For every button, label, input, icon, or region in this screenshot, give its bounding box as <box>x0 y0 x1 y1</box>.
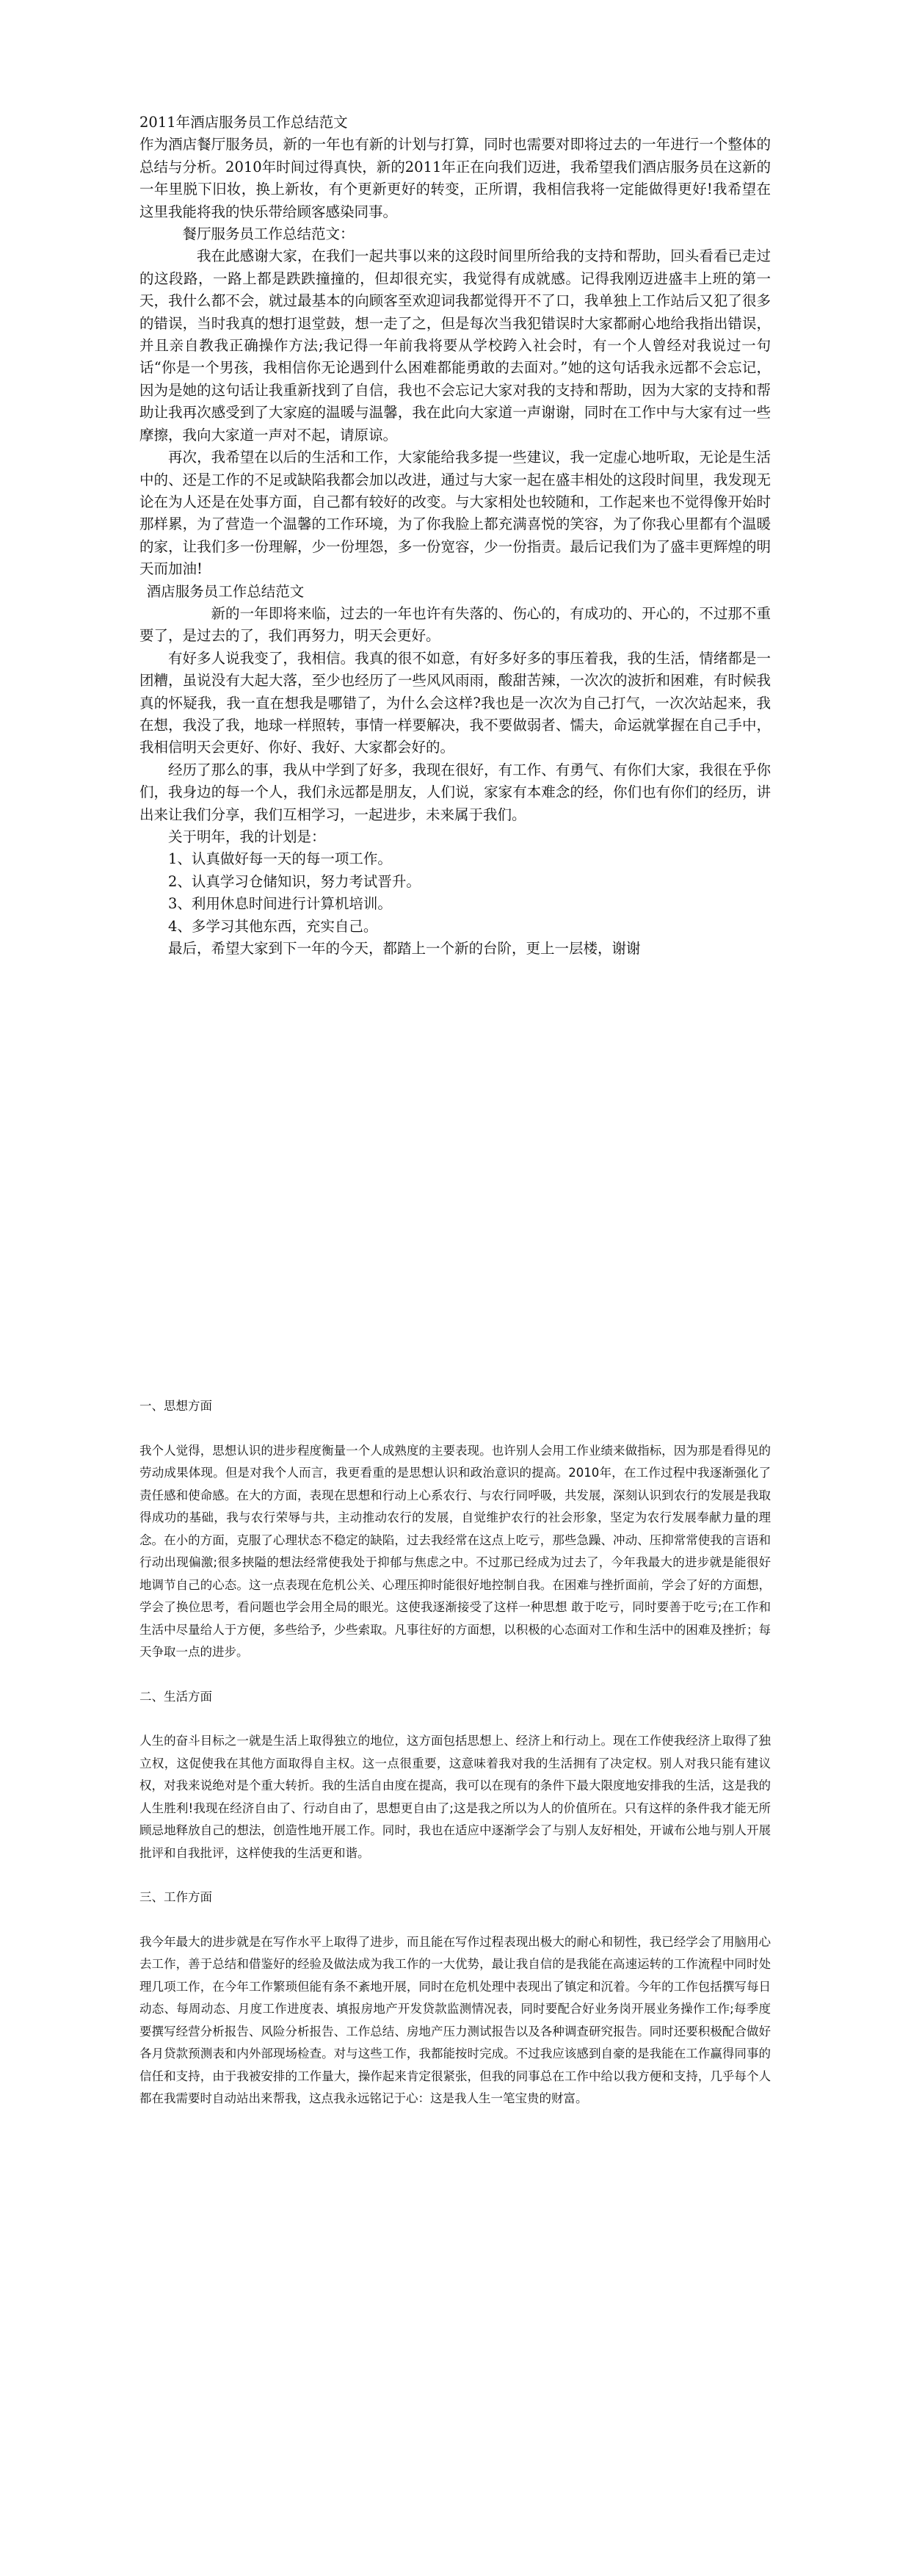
closing-paragraph: 最后，希望大家到下一年的今天，都踏上一个新的台阶，更上一层楼，谢谢 <box>168 940 641 958</box>
summary-section <box>139 112 771 960</box>
subtitle-restaurant: 餐厅服务员工作总结范文： <box>182 225 355 243</box>
experience-paragraph: 经历了那么的事，我从中学到了好多，我现在很好，有工作、有勇气、有你们大家，我很在乎你们，我身边的每一个人，我们永远都是朋友，人们说，家家有本难念的经，你们也有你们的经历，讲出来让我们分享，我们互相学习，一起进步，未来属于我们。 <box>139 761 771 823</box>
subtitle-hotel: 酒店服务员工作总结范文 <box>146 582 305 600</box>
work-paragraph: 我今年最大的进步就是在写作水平上取得了进步，而且能在写作过程表现出极大的耐心和韧性，我已经学会了用脑用心去工作，善于总结和借鉴好的经验及做法成为我工作的一大优势，最让我自信的是我能在高速运转的工作流程中同时处理几项工作，在今年工作繁琐但能有条不紊地开展，同时在危机处理中表现出了镇定和沉着。今年的工作包括撰写每日动态、每周动态、月度工作进度表、填报房地产开发贷款监测情况表，同时要配合好业务岗开展业务操作工作;每季度要撰写经营分析报告、风险分析报告、工作总结、房地产压力测试报告以及各种调查研究报告。同时还要积极配合做好各月贷款预测表和内外部现场检查。对与这些工作，我都能按时完成。不过我应该感到自豪的是我能在工作赢得同事的信任和支持，由于我被安排的工作量大，操作起来肯定很紧张，但我的同事总在工作中给以我方便和支持，几乎每个人都在我需要时自动站出来帮我，这点我永远铭记于心：这是我人生一笔宝贵的财富。 <box>139 1934 771 2105</box>
new-year-paragraph: 新的一年即将来临，过去的一年也许有失落的、伤心的，有成功的、开心的，不过那不重要了，是过去的了，我们再努力，明天会更好。 <box>139 604 771 645</box>
thought-paragraph: 我个人觉得，思想认识的进步程度衡量一个人成熟度的主要表现。也许别人会用工作业绩来做指标，因为那是看得见的劳动成果体现。但是对我个人而言，我更看重的是思想认识和政治意识的提高。2010年，在工作过程中我逐渐强化了责任感和使命感。在大的方面，表现在思想和行动上心系农行、与农行同呼吸，共发展，深刻认识到农行的发展是我取得成功的基础，我与农行荣辱与共，主动推动农行的发展，自觉维护农行的社会形象，坚定为农行发展奉献力量的理念。在小的方面，克服了心理状态不稳定的缺陷，过去我经常在这点上吃亏，那些急躁、冲动、压抑常常使我的言语和行动出现偏激;很多挟隘的想法经常使我处于抑郁与焦虑之中。不过那已经成为过去了，今年我最大的进步就是能很好地调节自己的心态。这一点表现在危机公关、心理压抑时能很好地控制自我。在困难与挫折面前，学会了好的方面想，学会了换位思考，看问题也学会用全局的眼光。这使我逐渐接受了这样一种思想 敢于吃亏，同时要善于吃亏;在工作和生活中尽量给人于方便，多些给予，少些索取。凡事往好的方面想，以积极的心态面对工作和生活中的困难及挫折；每天争取一点的进步。 <box>139 1443 771 1659</box>
work-review-section <box>139 1395 771 2132</box>
plan-intro: 关于明年，我的计划是： <box>168 828 326 845</box>
heading-work: 三、工作方面 <box>139 1890 212 1904</box>
heading-thought: 一、思想方面 <box>139 1399 212 1413</box>
changed-paragraph: 有好多人说我变了，我相信。我真的很不如意，有好多好多的事压着我，我的生活，情绪都是一团糟，虽说没有大起大落，至少也经历了一些风风雨雨，酸甜苦辣，一次次的波折和困难，有时候我真的怀疑我，我一直在想我是哪错了，为什么会这样?我也是一次次为自己打气，一次次站起来，我在想，我没了我，地球一样照转，事情一样要解决，我不要做弱者、懦夫，命运就掌握在自己手中，我相信明天会更好、你好、我好、大家都会好的。 <box>139 649 771 756</box>
plan-item: 2、认真学习仓储知识，努力考试晋升。 <box>168 872 421 890</box>
document-title: 2011年酒店服务员工作总结范文 <box>139 114 348 131</box>
plan-item: 1、认真做好每一天的每一项工作。 <box>168 850 392 868</box>
plan-item: 3、利用休息时间进行计算机培训。 <box>168 895 392 913</box>
suggestions-paragraph: 再次，我希望在以后的生活和工作，大家能给我多提一些建议，我一定虚心地听取，无论是生活中的、还是工作的不足或缺陷我都会加以改进，通过与大家一起在盛丰相处的这段时间里，我发现无论在为人还是在处事方面，自己都有较好的改变。与大家相处也较随和，工作起来也不觉得像开始时那样累，为了营造一个温馨的工作环境，为了你我脸上都充满喜悦的笑容，为了你我心里都有个温暖的家，让我们多一份理解，少一份埋怨，多一份宽容，少一份指责。最后记我们为了盛丰更辉煌的明天而加油! <box>139 449 771 578</box>
thanks-paragraph: 我在此感谢大家，在我们一起共事以来的这段时间里所给我的支持和帮助，回头看看已走过的这段路，一路上都是跌跌撞撞的，但却很充实，我觉得有成就感。记得我刚迈进盛丰上班的第一天，我什么都不会，就过最基本的向顾客至欢迎词我都觉得开不了口，我单独上工作站后又犯了很多的错误，当时我真的想打退堂鼓，想一走了之，但是每次当我犯错误时大家都耐心地给我指出错误，并且亲自教我正确操作方法;我记得一年前我将要从学校跨入社会时，有一个人曾经对我说过一句话“你是一个男孩，我相信你无论遇到什么困难都能勇敢的去面对。”她的这句话我永远都不会忘记，因为是她的这句话让我重新找到了自信，我也不会忘记大家对我的支持和帮助，因为大家的支持和帮助让我再次感受到了大家庭的温暖与温馨，我在此向大家道一声谢谢，同时在工作中与大家有过一些摩擦，我向大家道一声对不起，请原谅。 <box>139 247 771 444</box>
life-paragraph: 人生的奋斗目标之一就是生活上取得独立的地位，这方面包括思想上、经济上和行动上。现在工作使我经济上取得了独立权，这促使我在其他方面取得自主权。这一点很重要，这意味着我对我的生活拥有了决定权。别人对我只能有建议权，对我来说绝对是个重大转折。我的生活自由度在提高，我可以在现有的条件下最大限度地安排我的生活，这是我的人生胜利!我现在经济自由了、行动自由了，思想更自由了;这是我之所以为人的价值所在。只有这样的条件我才能无所顾忌地释放自己的想法，创造性地开展工作。同时，我也在适应中逐渐学会了与别人友好相处，开诚布公地与别人开展批评和自我批评，这样使我的生活更和谐。 <box>139 1734 771 1860</box>
heading-life: 二、生活方面 <box>139 1689 212 1704</box>
intro-paragraph: 作为酒店餐厅服务员，新的一年也有新的计划与打算，同时也需要对即将过去的一年进行一个整体的总结与分析。2010年时间过得真快，新的2011年正在向我们迈进，我希望我们酒店服务员在这新的一年里脱下旧妆，换上新妆，有个更新更好的转变，正所谓，我相信我将一定能做得更好!我希望在这里我能将我的快乐带给顾客感染同事。 <box>139 136 771 220</box>
plan-item: 4、多学习其他东西，充实自己。 <box>168 917 378 935</box>
